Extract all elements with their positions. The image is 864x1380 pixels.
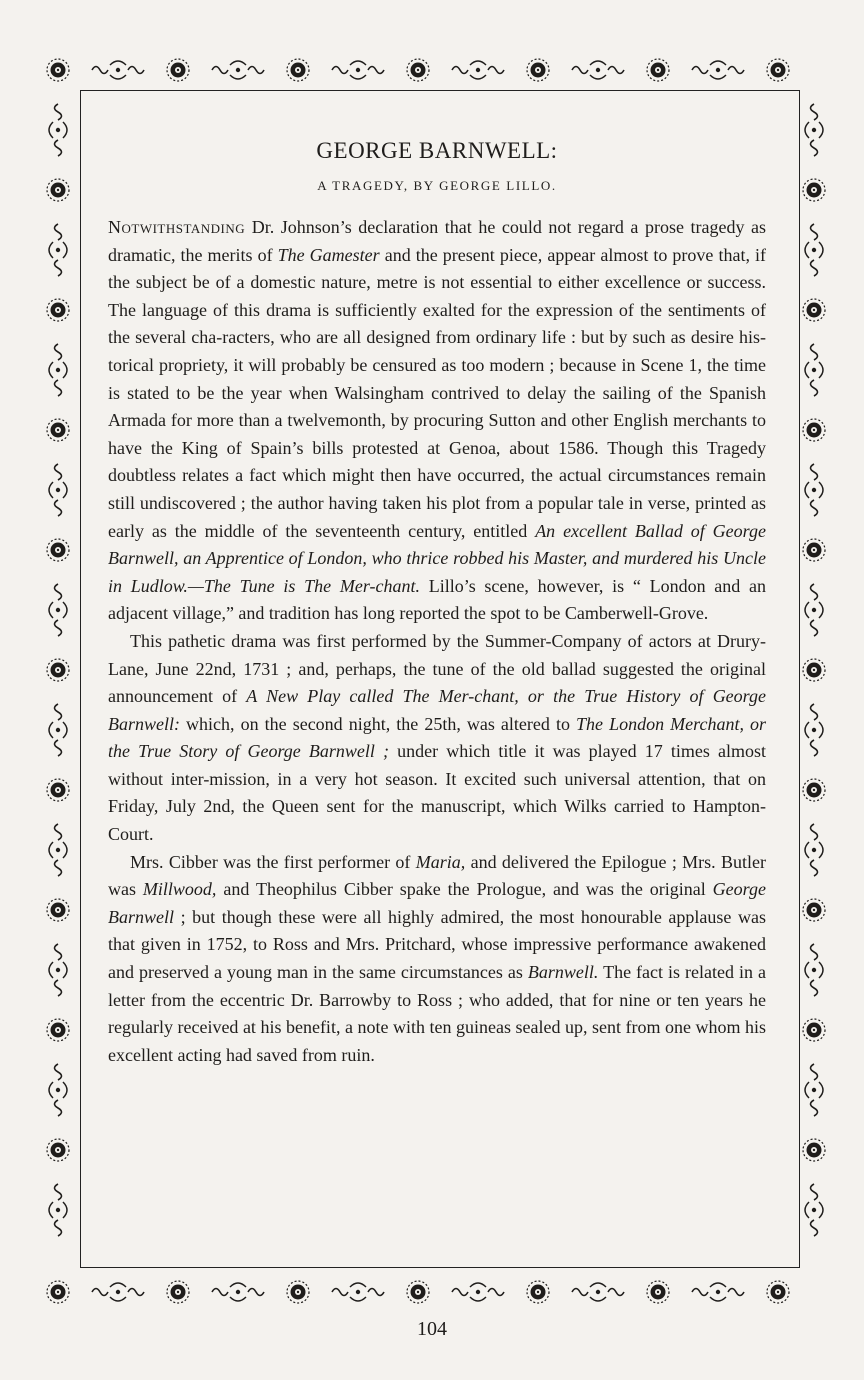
scroll-ornament-icon xyxy=(92,61,144,79)
scroll-ornament-icon xyxy=(49,464,67,516)
scroll-ornament-icon xyxy=(212,61,264,79)
scroll-ornament-icon xyxy=(49,584,67,636)
scroll-ornament-icon xyxy=(332,61,384,79)
scroll-ornament-icon xyxy=(805,104,823,156)
scroll-ornament-icon xyxy=(452,61,504,79)
page-content xyxy=(108,138,766,1069)
paragraph xyxy=(108,214,766,628)
paragraph xyxy=(108,628,766,849)
italic-run: Barnwell. xyxy=(527,962,599,983)
text-run: Dr. Johnson’s declaration that he could not regard a prose tragedy as dramatic, the merits of xyxy=(108,217,766,265)
scroll-ornament-icon xyxy=(805,1064,823,1116)
italic-run: The Gamester xyxy=(277,244,380,265)
text-run: This pathetic drama was first performed by the Summer-Company of actors at Drury-Lane, June 22nd, 1731 ; and, perhaps, the tune of the old ballad suggested the original announcement of xyxy=(108,630,766,707)
scroll-ornament-icon xyxy=(805,944,823,996)
scroll-ornament-icon xyxy=(49,104,67,156)
page-number: 104 xyxy=(417,1318,447,1340)
italic-run: Maria, xyxy=(415,851,466,872)
scroll-ornament-icon xyxy=(805,464,823,516)
rosette-icon xyxy=(47,59,69,81)
text-run: Mrs. Cibber was the first performer of xyxy=(130,851,416,872)
scroll-ornament-icon xyxy=(332,1283,384,1301)
rosette-icon xyxy=(767,1281,789,1303)
italic-run: George Barnwell xyxy=(108,879,766,927)
rosette-icon xyxy=(47,899,69,921)
scroll-ornament-icon xyxy=(49,704,67,756)
page-subtitle: A TRAGEDY, BY GEORGE LILLO. xyxy=(317,178,557,193)
scroll-ornament-icon xyxy=(805,224,823,276)
scroll-ornament-icon xyxy=(572,61,624,79)
scroll-ornament-icon xyxy=(49,1064,67,1116)
scroll-ornament-icon xyxy=(452,1283,504,1301)
italic-run: An excellent Ballad of George Barnwell, an Apprentice of London, who thrice robbed his Master, and murdered his Uncle in Ludlow.—The Tune is The Mer-chant. xyxy=(108,520,766,596)
rosette-icon xyxy=(527,1281,549,1303)
italic-run: A New Play called The Mer-chant, or the True History of George Barnwell: xyxy=(108,686,767,734)
scroll-ornament-icon xyxy=(805,584,823,636)
rosette-icon xyxy=(803,779,825,801)
rosette-icon xyxy=(287,59,309,81)
text-run: Lillo’s scene, however, is “ London and an adjacent village,” and tradition has long reported the spot to be Camberwell-Grove. xyxy=(108,575,767,624)
scroll-ornament-icon xyxy=(692,61,744,79)
rosette-icon xyxy=(407,59,429,81)
text-run: and the present piece, appear almost to prove that, if the subject be of a domestic nature, metre is not essential to either excellence or success. The language of this drama is sufficiently exalted for the expression of the sentiments of the several cha-racters, who are all designed from ordinary life : but by such as desire his-torical propriety, it will probably be censured as too modern ; because in Scene 1, the time is stated to be the year when Walsingham contrived to delay the sailing of the Spanish Armada for more than a twelvemonth, by procuring Sutton and other English merchants to have the King of Spain’s bills protested at Genoa, about 1586. Though this Tragedy doubtless relates a fact which might then have occurred, the actual circumstances remain still undiscovered ; the author having taken his plot from a popular tale in verse, printed as early as the middle of the seventeenth century, entitled xyxy=(108,244,766,541)
scroll-ornament-icon xyxy=(92,1283,144,1301)
rosette-icon xyxy=(803,419,825,441)
rosette-icon xyxy=(767,59,789,81)
rosette-icon xyxy=(803,179,825,201)
paragraph xyxy=(108,849,766,1070)
scroll-ornament-icon xyxy=(805,1184,823,1236)
rosette-icon xyxy=(803,539,825,561)
rosette-icon xyxy=(47,1019,69,1041)
rosette-icon xyxy=(47,1139,69,1161)
rosette-icon xyxy=(47,1281,69,1303)
rosette-icon xyxy=(407,1281,429,1303)
rosette-icon xyxy=(47,179,69,201)
scroll-ornament-icon xyxy=(49,224,67,276)
rosette-icon xyxy=(47,539,69,561)
body-text xyxy=(108,214,766,1069)
scroll-ornament-icon xyxy=(805,344,823,396)
text-run: and delivered the Epilogue ; Mrs. Butler was xyxy=(108,851,766,900)
italic-run: The London Merchant, or the True Story of George Barnwell ; xyxy=(108,713,767,762)
rosette-icon xyxy=(803,659,825,681)
scroll-ornament-icon xyxy=(49,1184,67,1236)
text-run: The fact is related in a letter from the eccentric Dr. Barrowby to Ross ; who added, that for nine or ten years he regularly received at his benefit, a note with ten guineas sealed up, sent from one whom his excellent acting had saved from ruin. xyxy=(108,962,767,1065)
text-run: which, on the second night, the 25th, was altered to xyxy=(180,713,577,734)
rosette-icon xyxy=(47,419,69,441)
scroll-ornament-icon xyxy=(805,704,823,756)
scroll-ornament-icon xyxy=(49,944,67,996)
scroll-ornament-icon xyxy=(212,1283,264,1301)
rosette-icon xyxy=(47,299,69,321)
page-title: GEORGE BARNWELL: xyxy=(316,138,558,163)
text-run: ; but though these were all highly admired, the most honourable applause was that given in 1752, to Ross and Mrs. Pritchard, whose impressive performance awakened and preserved a young man in the same circumstances as xyxy=(108,906,766,983)
italic-run: Millwood, xyxy=(142,879,217,900)
text-run: under which title it was played 17 times almost without inter-mission, in a very hot season. It excited such universal attention, that on Friday, July 2nd, the Queen sent for the manuscript, which Wilks carried to Hampton-Court. xyxy=(108,741,767,845)
text-run: and Theophilus Cibber spake the Prologue, and was the original xyxy=(216,879,713,900)
scroll-ornament-icon xyxy=(805,824,823,876)
rosette-icon xyxy=(803,899,825,921)
rosette-icon xyxy=(167,59,189,81)
rosette-icon xyxy=(803,299,825,321)
rosette-icon xyxy=(287,1281,309,1303)
rosette-icon xyxy=(647,59,669,81)
scroll-ornament-icon xyxy=(572,1283,624,1301)
rosette-icon xyxy=(47,659,69,681)
scroll-ornament-icon xyxy=(49,824,67,876)
scroll-ornament-icon xyxy=(692,1283,744,1301)
rosette-icon xyxy=(527,59,549,81)
scroll-ornament-icon xyxy=(49,344,67,396)
rosette-icon xyxy=(647,1281,669,1303)
rosette-icon xyxy=(803,1019,825,1041)
small-caps-run: Notwithstanding xyxy=(108,217,246,237)
rosette-icon xyxy=(803,1139,825,1161)
rosette-icon xyxy=(167,1281,189,1303)
rosette-icon xyxy=(47,779,69,801)
